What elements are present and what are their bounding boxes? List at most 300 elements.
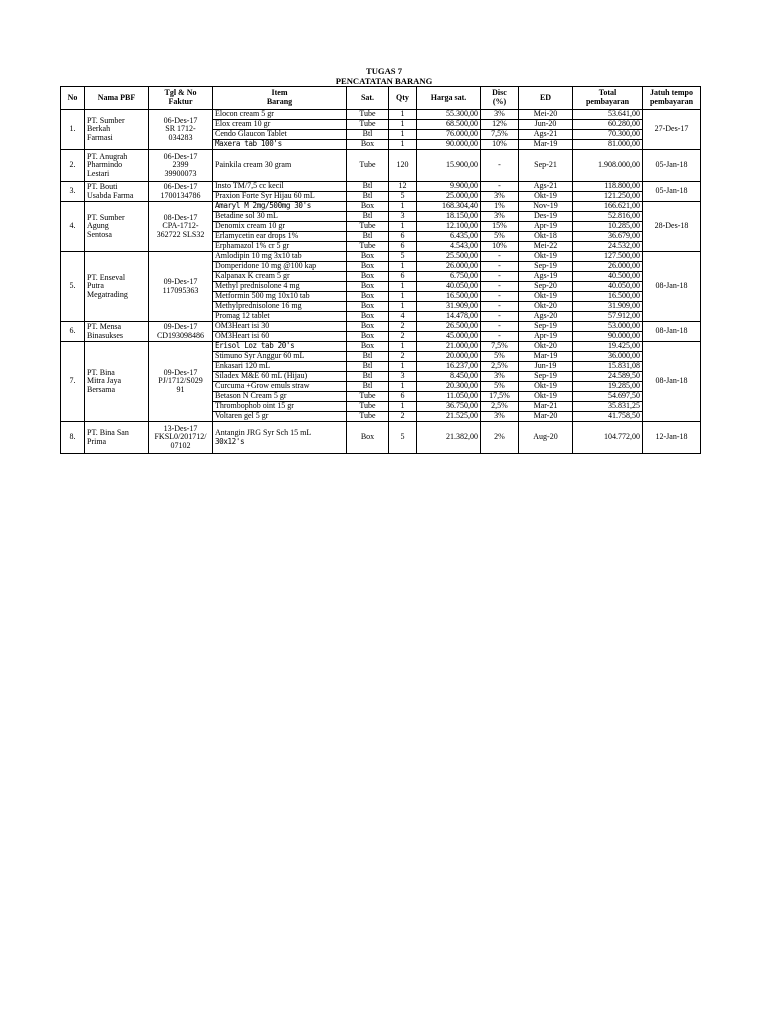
cell-satuan: Box bbox=[347, 140, 389, 150]
cell-item-barang bbox=[213, 302, 347, 312]
table-row bbox=[61, 422, 701, 454]
cell-nama-pbf-line: PT. Anugrah bbox=[87, 151, 128, 161]
cell-harga-satuan: 26.000,00 bbox=[417, 262, 481, 272]
cell-disc: - bbox=[481, 252, 519, 262]
item-name-line2: 30x12's bbox=[215, 436, 245, 446]
item-name: Cendo Glaucon Tablet bbox=[215, 129, 287, 139]
cell-harga-satuan: 55.300,00 bbox=[417, 110, 481, 120]
cell-harga-satuan: 11.050,00 bbox=[417, 392, 481, 402]
cell-harga-satuan: 21.525,00 bbox=[417, 412, 481, 422]
cell-ed: Jun-19 bbox=[519, 362, 573, 372]
cell-total-pembayaran: 81.000,00 bbox=[573, 140, 643, 150]
cell-nama-pbf-line: Binasukses bbox=[87, 330, 123, 340]
cell-satuan: Btl bbox=[347, 372, 389, 382]
cell-qty: 5 bbox=[389, 422, 417, 454]
cell-harga-satuan: 16.237,00 bbox=[417, 362, 481, 372]
cell-qty: 2 bbox=[389, 352, 417, 362]
cell-ed: Mar-19 bbox=[519, 352, 573, 362]
cell-harga-satuan: 25.500,00 bbox=[417, 252, 481, 262]
cell-satuan: Btl bbox=[347, 382, 389, 392]
cell-jatuh-tempo: 05-Jan-18 bbox=[643, 182, 701, 202]
cell-tgl-faktur-line: 09-Des-17 bbox=[163, 367, 198, 377]
cell-no: 8. bbox=[61, 422, 85, 454]
cell-qty: 6 bbox=[389, 272, 417, 282]
cell-harga-satuan: 9.900,00 bbox=[417, 182, 481, 192]
cell-nama-pbf-line: Lestari bbox=[87, 168, 110, 178]
cell-disc: 17,5% bbox=[481, 392, 519, 402]
cell-disc: 7,5% bbox=[481, 130, 519, 140]
cell-disc: 3% bbox=[481, 372, 519, 382]
cell-item-barang bbox=[213, 422, 347, 454]
cell-total-pembayaran: 118.800,00 bbox=[573, 182, 643, 192]
cell-total-pembayaran: 54.697,50 bbox=[573, 392, 643, 402]
purchase-record-table bbox=[60, 86, 701, 454]
cell-total-pembayaran: 53.641,00 bbox=[573, 110, 643, 120]
header-tgl-faktur: Tgl & No Faktur bbox=[149, 87, 213, 110]
cell-qty: 1 bbox=[389, 140, 417, 150]
cell-tgl-faktur-line: 117095363 bbox=[162, 285, 199, 295]
cell-harga-satuan: 20.000,00 bbox=[417, 352, 481, 362]
cell-harga-satuan: 15.900,00 bbox=[417, 150, 481, 182]
cell-item-barang bbox=[213, 232, 347, 242]
cell-nama-pbf-line: Bersama bbox=[87, 384, 115, 394]
item-name: Curcuma +Grow emuls straw bbox=[215, 381, 310, 391]
cell-tgl-faktur-line: FKSL0/201712/ bbox=[154, 432, 207, 442]
cell-satuan: Box bbox=[347, 322, 389, 332]
cell-item-barang bbox=[213, 372, 347, 382]
cell-item-barang bbox=[213, 332, 347, 342]
document-title: TUGAS 7 bbox=[365, 66, 403, 76]
cell-disc: 5% bbox=[481, 232, 519, 242]
cell-nama-pbf-line: Farmasi bbox=[87, 132, 113, 142]
cell-item-barang bbox=[213, 282, 347, 292]
cell-ed: Ags-21 bbox=[519, 182, 573, 192]
cell-ed: Des-19 bbox=[519, 212, 573, 222]
cell-qty: 2 bbox=[389, 322, 417, 332]
cell-ed: Apr-19 bbox=[519, 222, 573, 232]
item-name: Insto TM/7,5 cc kecil bbox=[215, 181, 284, 191]
cell-item-barang bbox=[213, 352, 347, 362]
cell-qty: 1 bbox=[389, 222, 417, 232]
cell-tgl-faktur bbox=[149, 150, 213, 182]
item-name: OM3Heart isi 30 bbox=[215, 321, 270, 331]
cell-harga-satuan: 12.100,00 bbox=[417, 222, 481, 232]
cell-qty: 1 bbox=[389, 120, 417, 130]
cell-total-pembayaran: 41.758,50 bbox=[573, 412, 643, 422]
cell-item-barang bbox=[213, 312, 347, 322]
cell-disc: 5% bbox=[481, 382, 519, 392]
cell-tgl-faktur-line: 362722 SLS32 bbox=[156, 229, 205, 239]
cell-harga-satuan: 16.500,00 bbox=[417, 292, 481, 302]
item-name: Amlodipin 10 mg 3x10 tab bbox=[215, 251, 302, 261]
cell-qty: 2 bbox=[389, 412, 417, 422]
cell-total-pembayaran: 166.621,00 bbox=[573, 202, 643, 212]
cell-nama-pbf-line: Putra bbox=[87, 281, 104, 291]
cell-jatuh-tempo: 12-Jan-18 bbox=[643, 422, 701, 454]
cell-harga-satuan: 26.500,00 bbox=[417, 322, 481, 332]
cell-qty: 120 bbox=[389, 150, 417, 182]
cell-tgl-faktur-line: 91 bbox=[176, 384, 185, 394]
cell-ed: Mar-19 bbox=[519, 140, 573, 150]
cell-ed: Ags-19 bbox=[519, 272, 573, 282]
cell-tgl-faktur bbox=[149, 422, 213, 454]
cell-disc: 10% bbox=[481, 140, 519, 150]
cell-ed: Jun-20 bbox=[519, 120, 573, 130]
cell-nama-pbf-line: Agung bbox=[87, 221, 109, 231]
cell-satuan: Tube bbox=[347, 110, 389, 120]
cell-tgl-faktur bbox=[149, 342, 213, 422]
cell-tgl-faktur-line: 2399 bbox=[172, 160, 189, 170]
cell-total-pembayaran: 121.250,00 bbox=[573, 192, 643, 202]
cell-qty: 1 bbox=[389, 342, 417, 352]
cell-ed: Ags-21 bbox=[519, 130, 573, 140]
cell-disc: 2,5% bbox=[481, 362, 519, 372]
cell-disc: 1% bbox=[481, 202, 519, 212]
cell-satuan: Tube bbox=[347, 402, 389, 412]
cell-nama-pbf-line: Pharmindo bbox=[87, 160, 123, 170]
item-name: Enkasari 120 mL bbox=[215, 361, 271, 371]
cell-qty: 1 bbox=[389, 282, 417, 292]
cell-disc: - bbox=[481, 182, 519, 192]
cell-harga-satuan: 6.750,00 bbox=[417, 272, 481, 282]
header-qty: Qty bbox=[389, 87, 417, 110]
cell-item-barang bbox=[213, 392, 347, 402]
item-name: Methylprednisolone 16 mg bbox=[215, 301, 302, 311]
cell-qty: 6 bbox=[389, 232, 417, 242]
cell-satuan: Box bbox=[347, 262, 389, 272]
cell-nama-pbf-line: PT. Bina bbox=[87, 367, 115, 377]
cell-harga-satuan: 20.300,00 bbox=[417, 382, 481, 392]
cell-disc: - bbox=[481, 150, 519, 182]
item-name: Promag 12 tablet bbox=[215, 311, 270, 321]
cell-disc: 15% bbox=[481, 222, 519, 232]
item-name: Methyl prednisolone 4 mg bbox=[215, 281, 300, 291]
item-name: Amaryl M 2mg/500mg 30's bbox=[215, 201, 311, 211]
cell-disc: - bbox=[481, 292, 519, 302]
cell-ed: Okt-20 bbox=[519, 342, 573, 352]
cell-harga-satuan: 36.750,00 bbox=[417, 402, 481, 412]
cell-nama-pbf bbox=[85, 150, 149, 182]
cell-tgl-faktur bbox=[149, 322, 213, 342]
item-name: Maxera tab 100's bbox=[215, 139, 282, 149]
header-no: No bbox=[61, 87, 85, 110]
cell-nama-pbf-line: Sentosa bbox=[87, 229, 112, 239]
table-body bbox=[61, 110, 701, 454]
cell-nama-pbf-line: PT. Sumber bbox=[87, 212, 125, 222]
cell-satuan: Tube bbox=[347, 222, 389, 232]
cell-disc: - bbox=[481, 262, 519, 272]
cell-jatuh-tempo: 28-Des-18 bbox=[643, 202, 701, 252]
cell-satuan: Tube bbox=[347, 120, 389, 130]
cell-item-barang bbox=[213, 130, 347, 140]
cell-tgl-faktur-line: 08-Des-17 bbox=[163, 212, 198, 222]
cell-tgl-faktur-line: 06-Des-17 bbox=[163, 115, 198, 125]
cell-item-barang bbox=[213, 182, 347, 192]
cell-item-barang bbox=[213, 192, 347, 202]
cell-qty: 1 bbox=[389, 362, 417, 372]
cell-qty: 1 bbox=[389, 130, 417, 140]
table-row bbox=[61, 252, 701, 262]
item-name: Antangin JRG Syr Sch 15 mL bbox=[215, 427, 312, 437]
cell-harga-satuan: 21.000,00 bbox=[417, 342, 481, 352]
cell-ed: Sep-19 bbox=[519, 372, 573, 382]
header-ed: ED bbox=[519, 87, 573, 110]
cell-ed: Mar-21 bbox=[519, 402, 573, 412]
cell-tgl-faktur-line: 09-Des-17 bbox=[163, 276, 198, 286]
cell-ed: Mei-22 bbox=[519, 242, 573, 252]
cell-item-barang bbox=[213, 222, 347, 232]
cell-disc: - bbox=[481, 272, 519, 282]
cell-satuan: Box bbox=[347, 292, 389, 302]
item-name: Kalpanax K cream 5 gr bbox=[215, 271, 290, 281]
item-name: Praxion Forte Syr Hijau 60 mL bbox=[215, 191, 315, 201]
cell-disc: 7,5% bbox=[481, 342, 519, 352]
item-name: Thrombophob oint 15 gr bbox=[215, 401, 294, 411]
cell-total-pembayaran: 19.285,00 bbox=[573, 382, 643, 392]
cell-harga-satuan: 168.304,40 bbox=[417, 202, 481, 212]
cell-ed: Aug-20 bbox=[519, 422, 573, 454]
cell-jatuh-tempo: 08-Jan-18 bbox=[643, 322, 701, 342]
cell-qty: 3 bbox=[389, 212, 417, 222]
item-name: Siladex M&E 60 mL (Hijau) bbox=[215, 371, 308, 381]
cell-tgl-faktur bbox=[149, 182, 213, 202]
item-name: Voltaren gel 5 gr bbox=[215, 411, 269, 421]
cell-total-pembayaran: 24.532,00 bbox=[573, 242, 643, 252]
cell-ed: Ags-20 bbox=[519, 312, 573, 322]
cell-satuan: Btl bbox=[347, 352, 389, 362]
item-name: Betadine sol 30 mL bbox=[215, 211, 278, 221]
cell-total-pembayaran: 40.050,00 bbox=[573, 282, 643, 292]
cell-satuan: Box bbox=[347, 282, 389, 292]
item-name: Domperidone 10 mg @100 kap bbox=[215, 261, 317, 271]
cell-total-pembayaran: 24.589,50 bbox=[573, 372, 643, 382]
item-name: Stimuno Syr Anggur 60 mL bbox=[215, 351, 305, 361]
cell-harga-satuan: 25.000,00 bbox=[417, 192, 481, 202]
cell-qty: 4 bbox=[389, 312, 417, 322]
cell-harga-satuan: 31.909,00 bbox=[417, 302, 481, 312]
cell-total-pembayaran: 10.285,00 bbox=[573, 222, 643, 232]
cell-qty: 1 bbox=[389, 292, 417, 302]
cell-satuan: Box bbox=[347, 202, 389, 212]
cell-qty: 5 bbox=[389, 252, 417, 262]
cell-satuan: Tube bbox=[347, 150, 389, 182]
item-name: OM3Heart isi 60 bbox=[215, 331, 270, 341]
cell-disc: 10% bbox=[481, 242, 519, 252]
table-row bbox=[61, 202, 701, 212]
cell-nama-pbf bbox=[85, 342, 149, 422]
cell-harga-satuan: 18.150,00 bbox=[417, 212, 481, 222]
cell-disc: 2% bbox=[481, 422, 519, 454]
cell-ed: Mar-20 bbox=[519, 412, 573, 422]
cell-tgl-faktur-line: 06-Des-17 bbox=[163, 181, 198, 191]
cell-harga-satuan: 76.000,00 bbox=[417, 130, 481, 140]
cell-harga-satuan: 40.050,00 bbox=[417, 282, 481, 292]
cell-jatuh-tempo: 08-Jan-18 bbox=[643, 252, 701, 322]
cell-disc: - bbox=[481, 332, 519, 342]
cell-ed: Sep-21 bbox=[519, 150, 573, 182]
cell-satuan: Btl bbox=[347, 192, 389, 202]
item-name: Metformin 500 mg 10x10 tab bbox=[215, 291, 310, 301]
cell-nama-pbf-line: PT. Mensa bbox=[87, 321, 122, 331]
cell-item-barang bbox=[213, 292, 347, 302]
cell-disc: - bbox=[481, 282, 519, 292]
cell-qty: 2 bbox=[389, 332, 417, 342]
cell-total-pembayaran: 19.425,00 bbox=[573, 342, 643, 352]
cell-no: 5. bbox=[61, 252, 85, 322]
item-name: Erphamazol 1% cr 5 gr bbox=[215, 241, 290, 251]
cell-item-barang bbox=[213, 120, 347, 130]
cell-jatuh-tempo: 27-Des-17 bbox=[643, 110, 701, 150]
item-name: Elocon cream 5 gr bbox=[215, 109, 274, 119]
cell-item-barang bbox=[213, 252, 347, 262]
cell-satuan: Box bbox=[347, 272, 389, 282]
header-harga-satuan: Harga sat. bbox=[417, 87, 481, 110]
cell-ed: Okt-20 bbox=[519, 302, 573, 312]
cell-satuan: Box bbox=[347, 252, 389, 262]
item-name: Erlamycetin ear drops 1% bbox=[215, 231, 299, 241]
cell-nama-pbf-line: Megatrading bbox=[87, 289, 128, 299]
cell-harga-satuan: 90.000,00 bbox=[417, 140, 481, 150]
cell-no: 1. bbox=[61, 110, 85, 150]
cell-ed: Nov-19 bbox=[519, 202, 573, 212]
cell-nama-pbf-line: PT. Sumber bbox=[87, 115, 125, 125]
cell-tgl-faktur-line: 09-Des-17 bbox=[163, 321, 198, 331]
cell-tgl-faktur-line: 06-Des-17 bbox=[163, 151, 198, 161]
header-satuan: Sat. bbox=[347, 87, 389, 110]
header-jatuh-tempo: Jatuh tempo pembayaran bbox=[643, 87, 701, 110]
cell-satuan: Box bbox=[347, 342, 389, 352]
cell-satuan: Btl bbox=[347, 232, 389, 242]
cell-harga-satuan: 6.435,00 bbox=[417, 232, 481, 242]
document-subtitle: PENCATATAN BARANG bbox=[335, 76, 433, 86]
item-name: Betason N Cream 5 gr bbox=[215, 391, 287, 401]
cell-disc: 3% bbox=[481, 110, 519, 120]
cell-qty: 1 bbox=[389, 110, 417, 120]
cell-tgl-faktur-line: PJ/1712/S029 bbox=[158, 376, 203, 386]
cell-harga-satuan: 45.000,00 bbox=[417, 332, 481, 342]
cell-satuan: Box bbox=[347, 312, 389, 322]
cell-ed: Okt-19 bbox=[519, 392, 573, 402]
cell-item-barang bbox=[213, 362, 347, 372]
cell-total-pembayaran: 36.679,00 bbox=[573, 232, 643, 242]
cell-tgl-faktur bbox=[149, 252, 213, 322]
cell-total-pembayaran: 1.908.000,00 bbox=[573, 150, 643, 182]
table-header-row bbox=[61, 87, 701, 110]
item-name: Elox cream 10 gr bbox=[215, 119, 271, 129]
cell-ed: Mei-20 bbox=[519, 110, 573, 120]
cell-no: 7. bbox=[61, 342, 85, 422]
cell-item-barang bbox=[213, 212, 347, 222]
table-row bbox=[61, 150, 701, 182]
cell-nama-pbf-line: PT. Bouti bbox=[87, 181, 118, 191]
cell-total-pembayaran: 16.500,00 bbox=[573, 292, 643, 302]
cell-disc: 3% bbox=[481, 192, 519, 202]
cell-qty: 1 bbox=[389, 202, 417, 212]
cell-harga-satuan: 21.382,00 bbox=[417, 422, 481, 454]
cell-qty: 6 bbox=[389, 392, 417, 402]
cell-total-pembayaran: 26.000,00 bbox=[573, 262, 643, 272]
cell-disc: 12% bbox=[481, 120, 519, 130]
cell-satuan: Box bbox=[347, 422, 389, 454]
cell-satuan: Btl bbox=[347, 362, 389, 372]
cell-nama-pbf-line: PT. Bina San bbox=[87, 427, 129, 437]
cell-item-barang bbox=[213, 342, 347, 352]
cell-nama-pbf bbox=[85, 422, 149, 454]
cell-item-barang bbox=[213, 202, 347, 212]
cell-nama-pbf-line: Mitra Jaya bbox=[87, 376, 121, 386]
cell-disc: - bbox=[481, 302, 519, 312]
cell-total-pembayaran: 52.816,00 bbox=[573, 212, 643, 222]
cell-ed: Okt-19 bbox=[519, 292, 573, 302]
cell-satuan: Tube bbox=[347, 242, 389, 252]
cell-satuan: Tube bbox=[347, 392, 389, 402]
cell-item-barang bbox=[213, 412, 347, 422]
cell-tgl-faktur-line: 1700134786 bbox=[160, 190, 201, 200]
cell-qty: 6 bbox=[389, 242, 417, 252]
cell-tgl-faktur-line: 07102 bbox=[170, 440, 191, 450]
cell-satuan: Btl bbox=[347, 182, 389, 192]
item-name: Erisol Loz tab 20's bbox=[215, 341, 295, 351]
cell-nama-pbf-line: Prima bbox=[87, 436, 107, 446]
cell-total-pembayaran: 90.000,00 bbox=[573, 332, 643, 342]
cell-disc: 2,5% bbox=[481, 402, 519, 412]
cell-satuan: Box bbox=[347, 332, 389, 342]
cell-item-barang bbox=[213, 322, 347, 332]
cell-item-barang bbox=[213, 242, 347, 252]
cell-total-pembayaran: 31.909,00 bbox=[573, 302, 643, 312]
cell-satuan: Btl bbox=[347, 212, 389, 222]
header-nama-pbf: Nama PBF bbox=[85, 87, 149, 110]
cell-total-pembayaran: 127.500,00 bbox=[573, 252, 643, 262]
cell-total-pembayaran: 57.912,00 bbox=[573, 312, 643, 322]
cell-ed: Sep-19 bbox=[519, 322, 573, 332]
cell-total-pembayaran: 104.772,00 bbox=[573, 422, 643, 454]
cell-item-barang bbox=[213, 110, 347, 120]
cell-no: 2. bbox=[61, 150, 85, 182]
cell-item-barang bbox=[213, 150, 347, 182]
table-row bbox=[61, 342, 701, 352]
cell-total-pembayaran: 15.831,08 bbox=[573, 362, 643, 372]
cell-harga-satuan: 4.543,00 bbox=[417, 242, 481, 252]
cell-harga-satuan: 68.500,00 bbox=[417, 120, 481, 130]
cell-disc: 3% bbox=[481, 212, 519, 222]
cell-item-barang bbox=[213, 402, 347, 412]
item-name: Denomix cream 10 gr bbox=[215, 221, 285, 231]
cell-total-pembayaran: 70.300,00 bbox=[573, 130, 643, 140]
cell-ed: Sep-19 bbox=[519, 262, 573, 272]
cell-tgl-faktur-line: CD193098486 bbox=[156, 330, 205, 340]
cell-no: 6. bbox=[61, 322, 85, 342]
cell-total-pembayaran: 40.500,00 bbox=[573, 272, 643, 282]
cell-ed: Apr-19 bbox=[519, 332, 573, 342]
cell-ed: Sep-20 bbox=[519, 282, 573, 292]
cell-satuan: Btl bbox=[347, 130, 389, 140]
cell-qty: 5 bbox=[389, 192, 417, 202]
cell-nama-pbf-line: Usabda Farma bbox=[87, 190, 134, 200]
item-name: Painkila cream 30 gram bbox=[215, 160, 292, 170]
cell-jatuh-tempo: 08-Jan-18 bbox=[643, 342, 701, 422]
cell-total-pembayaran: 60.280,00 bbox=[573, 120, 643, 130]
cell-no: 4. bbox=[61, 202, 85, 252]
cell-tgl-faktur-line: SR 1712- bbox=[165, 124, 196, 134]
cell-tgl-faktur bbox=[149, 110, 213, 150]
cell-satuan: Tube bbox=[347, 412, 389, 422]
cell-nama-pbf bbox=[85, 322, 149, 342]
cell-qty: 1 bbox=[389, 262, 417, 272]
cell-tgl-faktur-line: 13-Des-17 bbox=[163, 423, 198, 433]
cell-jatuh-tempo: 05-Jan-18 bbox=[643, 150, 701, 182]
cell-harga-satuan: 14.478,00 bbox=[417, 312, 481, 322]
